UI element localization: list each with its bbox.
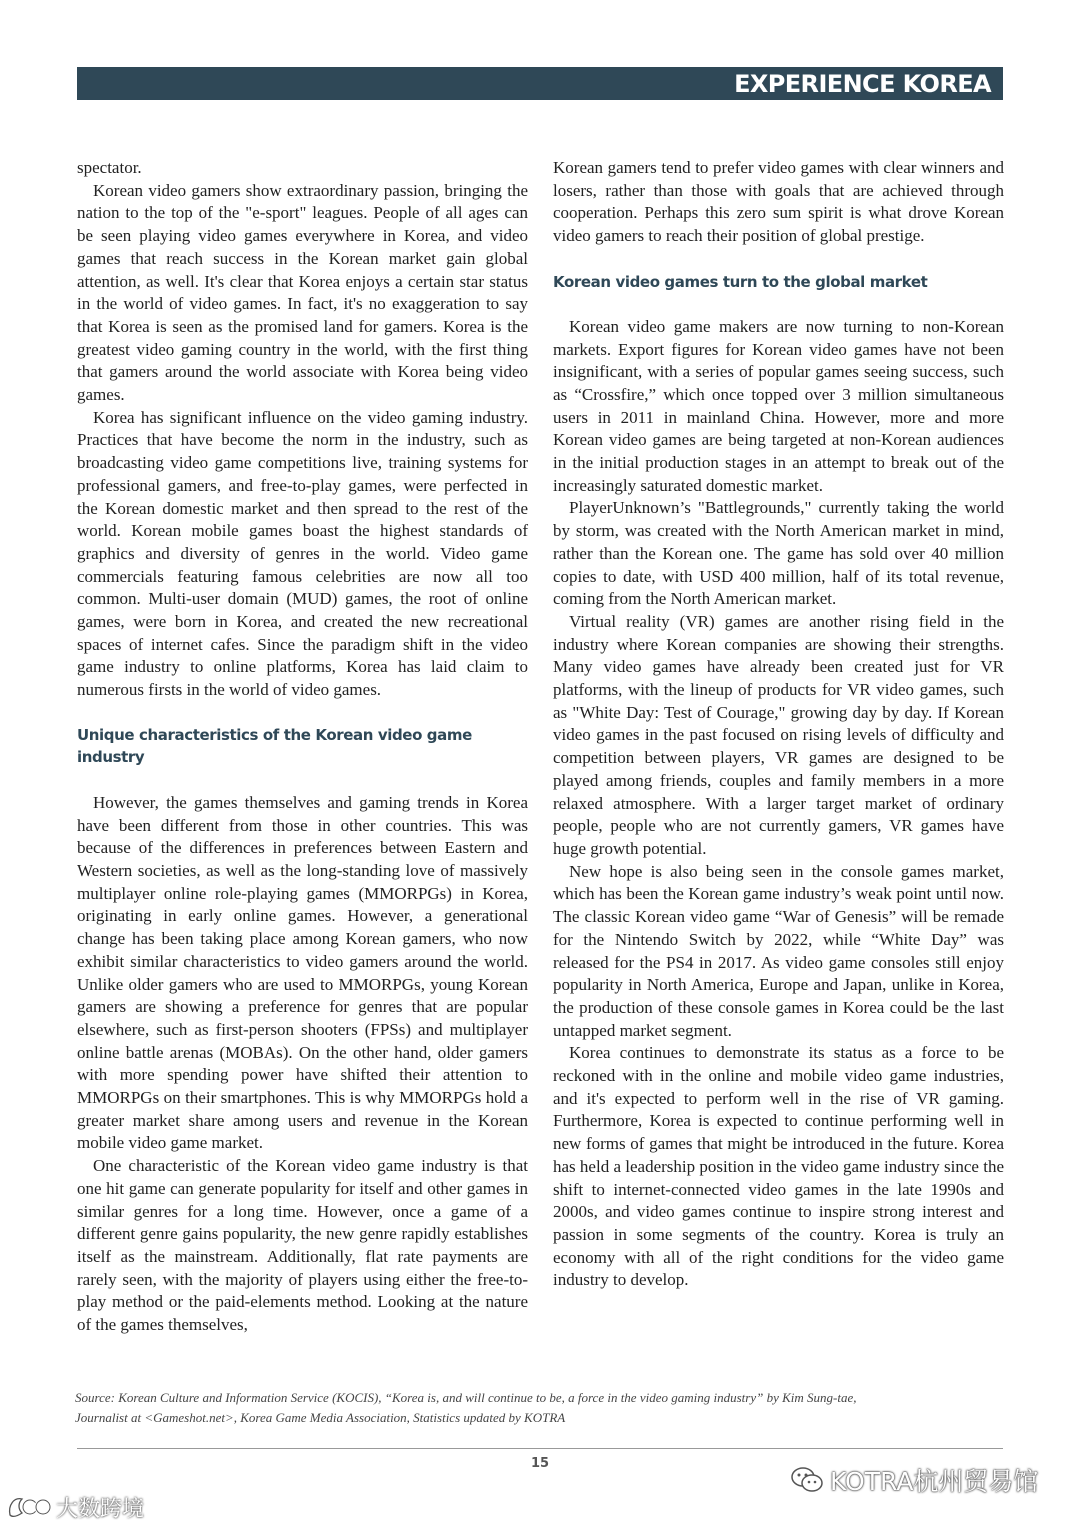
watermark-left xyxy=(6,1490,144,1524)
paragraph: Korean video gamers show extraordinary passion, bringing the nation to the top of the "e-sport" leagues. People of all ages can be seen playing video games everywhere in Korea, and video games that reach success in the Korean market gain global attention, as well. It's clear that Korea enjoys a certain star status in the world of video games. In fact, it's no exaggeration to say that Korea is seen as the promised land for gamers. Korea is the greatest video gaming country in the world, with the first thing that gamers around the world associate with Korea being video games. xyxy=(77,180,528,405)
header-banner xyxy=(77,67,1003,100)
left-column xyxy=(77,157,528,1337)
paragraph: However, the games themselves and gaming trends in Korea have been different from those in other countries. This was because of the differences in preferences between Eastern and Western societies, as well as the long-standing love of massively multiplayer online role-playing games (MMORPGs) in Korea, originating in early online games. However, a generational change has been taking place among Korean gamers, who now exhibit similar characteristics to video gamers around the world. Unlike older gamers who are used to MMORPGs, young Korean gamers are showing a preference for genres that are popular elsewhere, such as first-person shooters (FPSs) and multiplayer online battle arenas (MOBAs). On the other hand, older gamers with more spending power have shifted their attention to MMORPGs on their smartphones. This is why MMORPGs hold a greater market share among users and revenue in the Korean mobile video game market. xyxy=(77,792,528,1153)
brand-logo-icon xyxy=(6,1493,52,1521)
paragraph: Korea has significant influence on the video gaming industry. Practices that have become the norm in the industry, such as broadcasting video game competitions live, training systems for professional gamers, and free-to-play games, were perfected in the Korean domestic market and then spread to the rest of the world. Korean mobile games boast the highest standards of graphics and diversity of genres in the world. Video game commercials featuring famous celebrities are now all too common. Multi-user domain (MUD) games, the root of online games, were born in Korea, and created the new recreational spaces of internet cafes. Since the paradigm shift in the video game industry to online platforms, Korea has laid claim to numerous firsts in the world of video games. xyxy=(77,407,528,700)
section-heading: Korean video games turn to the global market xyxy=(553,272,928,291)
page-number: 15 xyxy=(530,1456,550,1471)
paragraph: Korean gamers tend to prefer video games with clear winners and losers, rather than those with goals that are achieved through cooperation. Perhaps this zero sum spirit is what drove Korean video gamers to reach their position of global prestige. xyxy=(553,158,1004,246)
paragraph: New hope is also being seen in the console games market, which has been the Korean game industry’s weak point until now. The classic Korean video game “War of Genesis” will be remade for the Nintendo Switch by 2022, while “White Day” was released for the PS4 in 2017. As video game consoles still enjoy popularity in North America, Europe and Japan, unlike in Korea, the production of these console games in Korea could be the last untapped market segment. xyxy=(553,861,1004,1040)
paragraph: Virtual reality (VR) games are another rising field in the industry where Korean companies are showing their strengths. Many video games have already been created just for VR platforms, with the lineup of products for VR video games, such as "White Day: Test of Courage," growing day by day. If Korean video games in the past focused on rising levels of difficulty and competition between players, VR games are designed to be played among friends, couples and family members in a more relaxed atmosphere. With a larger target market of ordinary people, people who are not currently gamers, VR games have huge growth potential. xyxy=(553,611,1004,858)
paragraph: Korea continues to demonstrate its status as a force to be reckoned with in the online and mobile video game industries, and it's expected to perform well in the rise of VR gaming. Furthermore, Korea is expected to continue performing well in new forms of games that might be introduced in the future. Korea has held a leadership position in the video game industry since the shift to internet-connected video games in the late 1990s and 2000s, and video games continue to inspire strong interest and passion in some segments of the country. Korea is truly an economy with all of the right conditions for the video game industry to develop. xyxy=(553,1043,1004,1290)
paragraph: One characteristic of the Korean video game industry is that one hit game can generate popularity for itself and other games in similar genres for a long time. However, once a game of a different genre gains popularity, the new genre rapidly establishes itself as the mainstream. Additionally, flat rate payments are rarely seen, with the majority of players using either the free-to-play method or the paid-elements method. Looking at the nature of the games themselves, xyxy=(77,1156,528,1335)
header-title: EXPERIENCE KOREA xyxy=(734,70,991,98)
source-citation xyxy=(75,1388,1005,1428)
footer-divider xyxy=(77,1448,1003,1449)
right-column xyxy=(553,157,1004,1292)
paragraph: Korean video game makers are now turning to non-Korean markets. Export figures for Korean video games have not been insignificant, with a series of popular games seeing success, such as “Crossfire,” which once topped over 3 million simultaneous users in 2011 in mainland China. However, more and more Korean video games are being targeted at non-Korean audiences in the initial production stages in an attempt to break out of the increasingly saturated domestic market. xyxy=(553,316,1004,495)
source-line: Journalist at <Gameshot.net>, Korea Game Media Association, Statistics updated by KOTRA xyxy=(75,1410,566,1425)
source-line: Source: Korean Culture and Information Service (KOCIS), “Korea is, and will continue to be, a force in the video gaming industry” by Kim Sung-tae, xyxy=(75,1390,857,1405)
watermark-right-text: KOTRA杭州贸易馆 xyxy=(830,1467,1039,1496)
paragraph: PlayerUnknown’s "Battlegrounds," currently taking the world by storm, was created with the North American market in mind, rather than the Korean one. The game has sold over 40 million copies to date, with USD 400 million, half of its total revenue, coming from the North American market. xyxy=(553,498,1004,609)
wechat-icon xyxy=(790,1465,824,1495)
paragraph: spectator. xyxy=(77,158,142,177)
watermark-right xyxy=(790,1460,1038,1500)
section-heading: Unique characteristics of the Korean video game industry xyxy=(77,725,472,766)
watermark-left-text: 大数跨境 xyxy=(56,1496,145,1522)
